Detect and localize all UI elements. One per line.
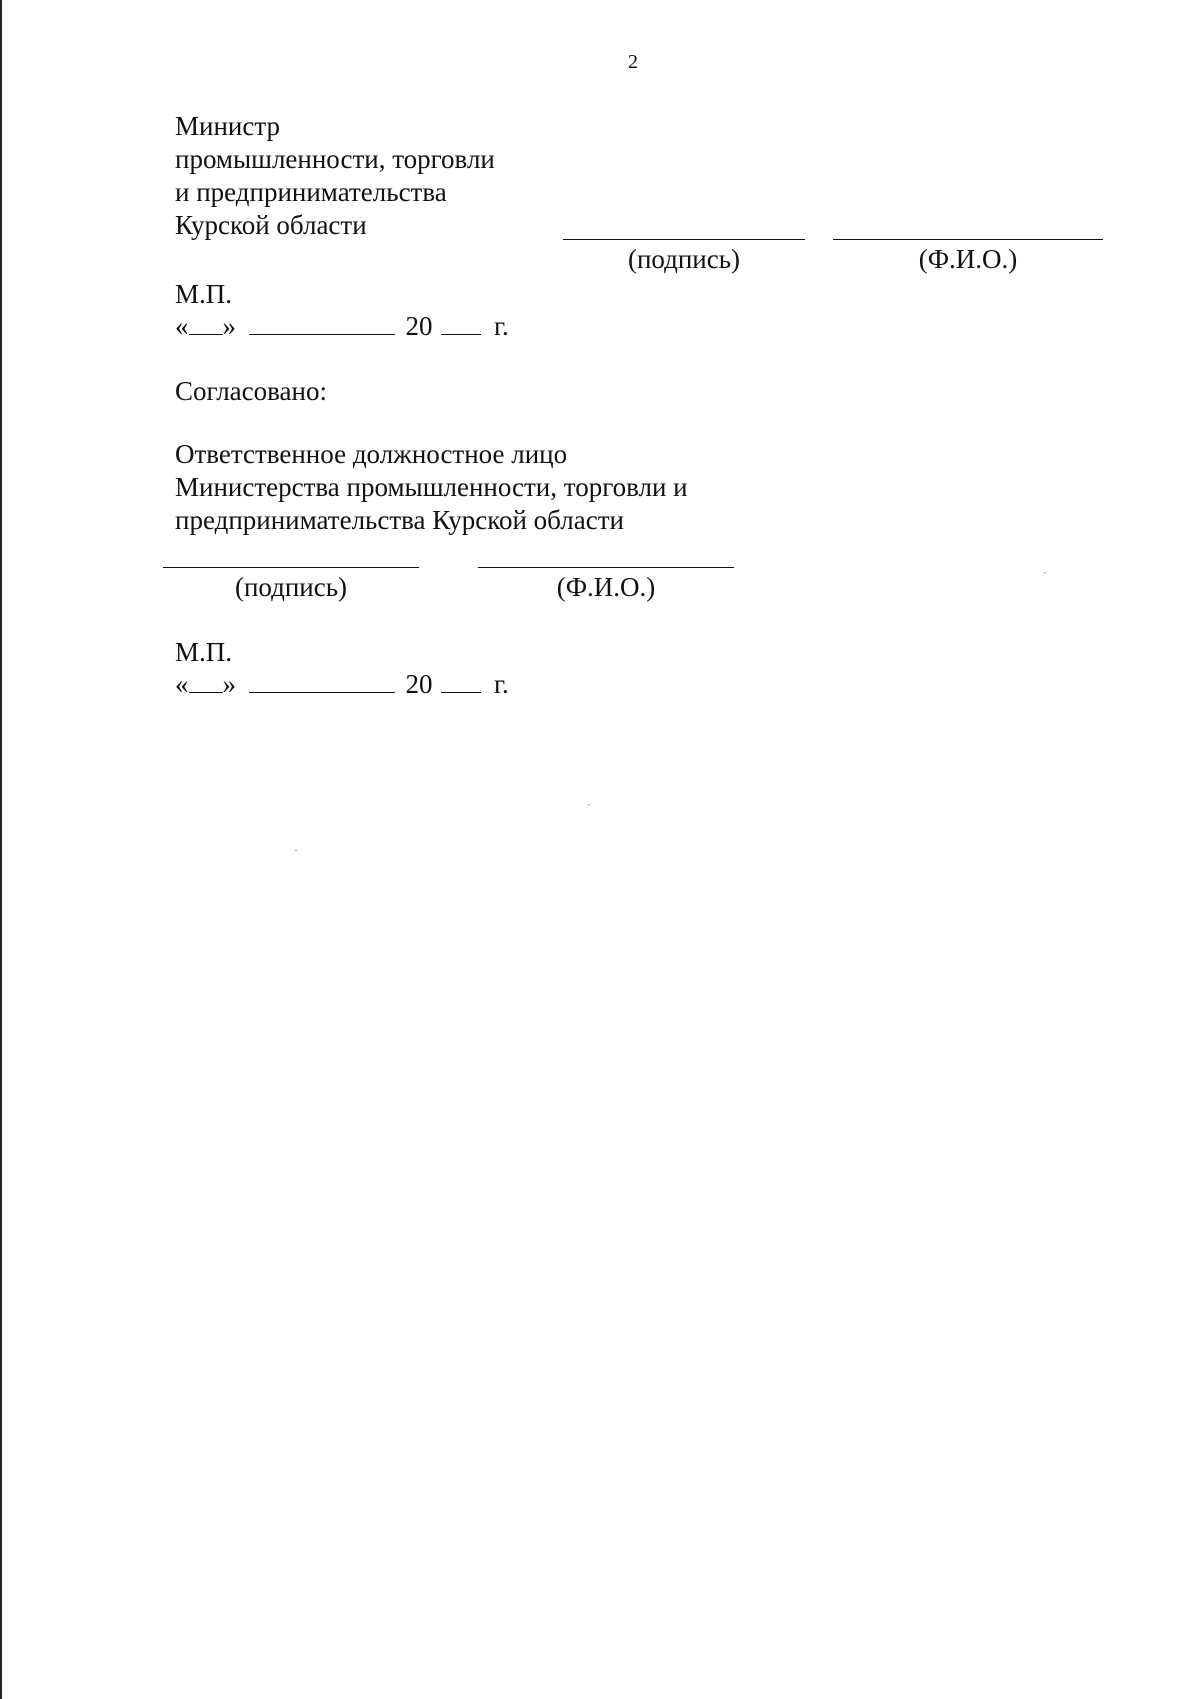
approval-date-line (175, 668, 509, 701)
approval-heading: Согласовано: (175, 376, 327, 406)
scan-speck (295, 850, 297, 851)
signatory-seal-label: М.П. (175, 279, 233, 309)
signatory-title-line-3: и предпринимательства (175, 177, 447, 207)
signatory-name-line[interactable] (833, 239, 1103, 240)
approval-official-line-3: предпринимательства Курской области (175, 505, 624, 535)
date-open-quote: « (175, 311, 189, 341)
date-month-blank[interactable] (249, 670, 395, 693)
signatory-signature-line[interactable] (563, 239, 805, 240)
date-day-blank[interactable] (189, 670, 223, 693)
date-year-prefix: 20 (405, 311, 433, 341)
signatory-title-line-1: Министр (175, 111, 280, 141)
signatory-title-line-2: промышленности, торговли (175, 144, 495, 174)
scan-edge (0, 0, 2, 1699)
date-month-blank[interactable] (249, 312, 395, 335)
approval-name-line[interactable] (478, 567, 734, 568)
date-open-quote: « (175, 669, 189, 699)
approval-seal-label: М.П. (175, 637, 233, 667)
page-number: 2 (628, 51, 638, 73)
signatory-date-line (175, 310, 509, 343)
date-close-quote: » (222, 311, 236, 341)
scan-speck (1044, 572, 1046, 573)
signatory-title-line-4: Курской области (175, 210, 367, 240)
signatory-signature-caption: (подпись) (627, 244, 741, 274)
approval-official-line-2: Министерства промышленности, торговли и (175, 472, 688, 502)
date-year-blank[interactable] (441, 670, 481, 693)
date-day-blank[interactable] (189, 312, 223, 335)
scan-speck (588, 804, 590, 805)
approval-official-line-1: Ответственное должностное лицо (175, 439, 568, 469)
signatory-name-caption: (Ф.И.О.) (918, 244, 1018, 274)
date-year-suffix: г. (494, 311, 509, 341)
approval-signature-line[interactable] (163, 567, 419, 568)
date-close-quote: » (222, 669, 236, 699)
date-year-prefix: 20 (405, 669, 433, 699)
date-year-blank[interactable] (441, 312, 481, 335)
date-year-suffix: г. (494, 669, 509, 699)
approval-signature-caption: (подпись) (234, 572, 348, 602)
approval-name-caption: (Ф.И.О.) (556, 572, 656, 602)
